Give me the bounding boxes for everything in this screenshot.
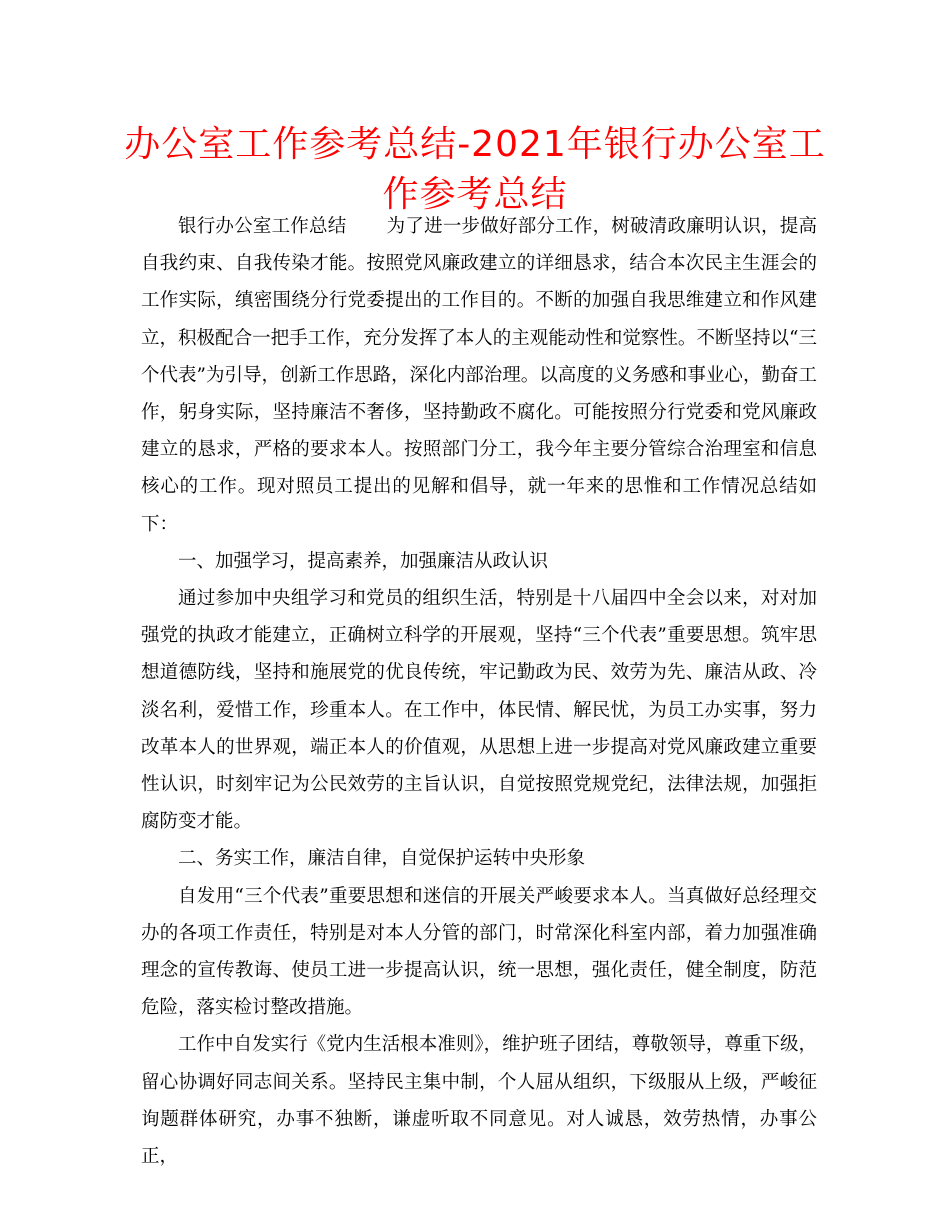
paragraph-section-2: 自发用“三个代表”重要思想和迷信的开展关严峻要求本人。当真做好总经理交办的各项工作责任，特别是对本人分管的部门，时常深化科室内部，着力加强准确理念的宣传教诲、使员工进一步提高认识，统一思想，强化责任，健全制度，防范危险，落实检讨整改措施。 xyxy=(141,885,817,1019)
section-heading-2: 二、务实工作，廉洁自律，自觉保护运转中央形象 xyxy=(178,848,586,870)
paragraph-section-2-cont: 工作中自发实行《党内生活根本准则》，维护班子团结，尊敬领导，尊重下级，留心协调好同志间关系。坚持民主集中制，个人屈从组织，下级服从上级，严峻征询题群体研究，办事不独断，谦虚听取不同意见。对人诚恳，效劳热情，办事公正， xyxy=(141,1034,817,1168)
paragraph-intro xyxy=(141,208,817,543)
paragraph-section-1: 通过参加中央组学习和党员的组织生活，特别是十八届四中全会以来，对对加强党的执政才能建立，正确树立科学的开展观，坚持“三个代表”重要思想。筑牢思想道德防线，坚持和施展党的优良传统，牢记勤政为民、效劳为先、廉洁从政、冷淡名利，爱惜工作，珍重本人。在工作中，体民情、解民忧，为员工办实事，努力改革本人的世界观，端正本人的价值观，从思想上进一步提高对党风廉政建立重要性认识，时刻牢记为公民效劳的主旨认识，自觉按照党规党纪，法律法规，加强拒腐防变才能。 xyxy=(141,588,817,833)
paragraph-text: 为了进一步做好部分工作，树破清政廉明认识，提高自我约束、自我传染才能。按照党风廉政建立的详细恳求，结合本次民主生涯会的工作实际，缜密围绕分行党委提出的工作目的。不断的加强自我思维建立和作风建立，积极配合一把手工作，充分发挥了本人的主观能动性和觉察性。不断坚持以“三个代表”为引导，创新工作思路，深化内部治理。以高度的义务感和事业心，勤奋工作，躬身实际，坚持廉洁不奢侈，坚持勤政不腐化。可能按照分行党委和党风廉政建立的恳求，严格的要求本人。按照部门分工，我今年主要分管综合治理室和信息核心的工作。现对照员工提出的见解和倡导，就一年来的思惟和工作情况总结如下： xyxy=(141,216,817,535)
document-body xyxy=(141,208,817,1175)
paragraph-lead: 银行办公室工作总结 xyxy=(178,216,347,237)
section-heading-1: 一、加强学习，提高素养，加强廉洁从政认识 xyxy=(178,550,549,572)
document-title: 办公室工作参考总结-2021年银行办公室工作参考总结 xyxy=(124,124,826,215)
